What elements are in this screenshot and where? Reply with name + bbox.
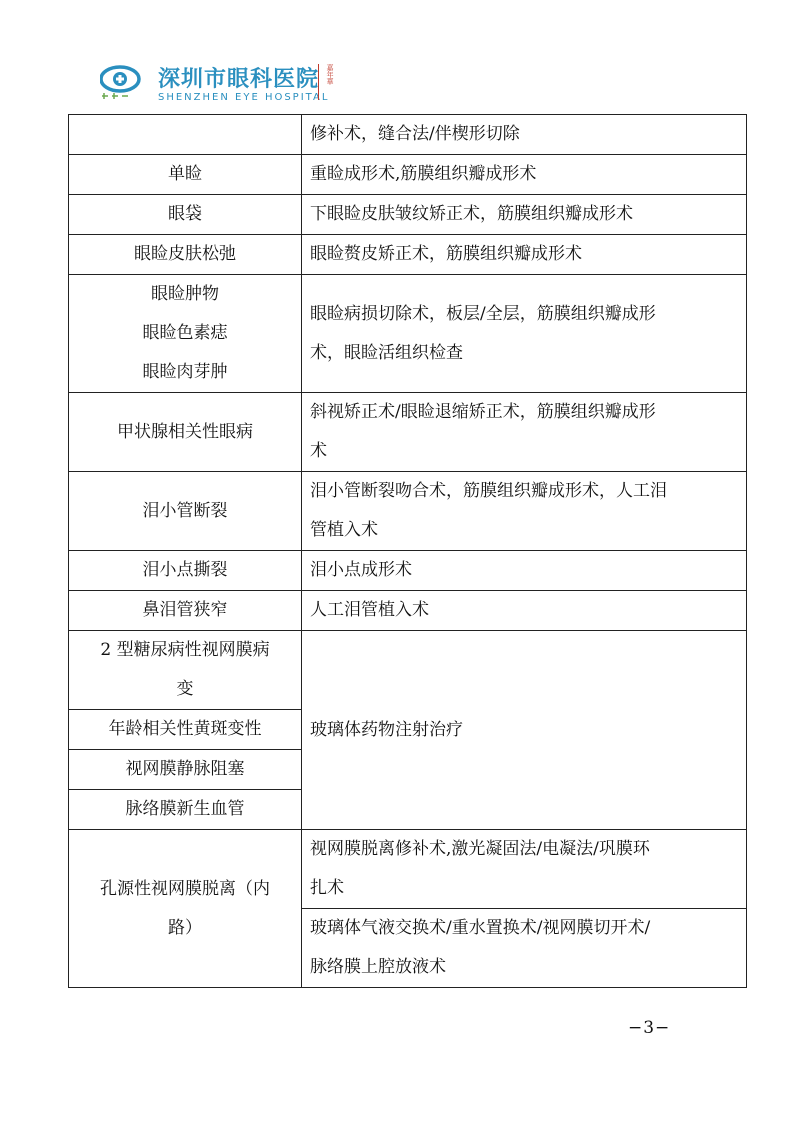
cell-text-line: 泪小管断裂	[142, 500, 228, 521]
cell-text-line: 扎术	[310, 878, 344, 898]
procedure-cell	[302, 909, 747, 988]
cell-text-line: 术，眼睑活组织检查	[310, 342, 463, 363]
table-row	[69, 393, 747, 472]
condition-cell	[69, 710, 302, 750]
cell-text-line: 变	[176, 679, 194, 699]
condition-cell	[69, 235, 302, 275]
condition-cell	[69, 551, 302, 591]
cell-text-line: 眼袋	[168, 204, 202, 224]
procedure-cell	[302, 115, 747, 155]
table-row	[69, 551, 747, 591]
procedure-cell	[302, 195, 747, 235]
page-number: −3−	[628, 1018, 671, 1038]
condition-cell	[69, 830, 302, 988]
cell-text-line: 眼睑肿物	[151, 284, 219, 304]
cell-text-line: 脉络膜新生血管	[125, 799, 245, 819]
procedure-cell	[302, 591, 747, 631]
cell-text-line: 管植入术	[310, 520, 378, 540]
cell-text-line: 单睑	[168, 164, 202, 184]
cell-text-line: 眼睑赘皮矫正术，筋膜组织瓣成形术	[310, 244, 582, 264]
cell-text-line: 下眼睑皮肤皱纹矫正术，筋膜组织瓣成形术	[310, 204, 633, 224]
cell-text-line: 斜视矫正术/眼睑退缩矫正术，筋膜组织瓣成形	[310, 402, 656, 422]
cell-text-line: 重睑成形术,筋膜组织瓣成形术	[310, 164, 537, 184]
logo-english-name: SHENZHEN EYE HOSPITAL	[158, 92, 330, 103]
table-row	[69, 275, 747, 393]
condition-cell	[69, 591, 302, 631]
cell-text-line: 眼睑病损切除术，板层/全层，筋膜组织瓣成形	[310, 303, 656, 324]
cell-text-line: 泪小点成形术	[310, 560, 412, 580]
table-row	[69, 631, 747, 710]
cell-text-line: 泪小管断裂吻合术，筋膜组织瓣成形术，人工泪	[310, 481, 667, 501]
table-row	[69, 235, 747, 275]
table-row	[69, 830, 747, 909]
eye-logo-icon	[100, 64, 152, 100]
table-row	[69, 115, 747, 155]
condition-cell	[69, 115, 302, 155]
cell-text-line: 脉络膜上腔放液术	[310, 957, 446, 977]
condition-cell	[69, 472, 302, 551]
condition-cell	[69, 631, 302, 710]
cell-text-line: 眼睑色素痣	[142, 323, 228, 343]
cell-text-line: 眼睑肉芽肿	[142, 362, 228, 382]
cell-text-line: 孔源性视网膜脱离（内	[100, 878, 270, 899]
cell-text-line: 人工泪管植入术	[310, 600, 429, 620]
cell-text-line: 甲状腺相关性眼病	[117, 421, 253, 442]
procedure-table	[68, 114, 747, 988]
procedure-cell	[302, 155, 747, 195]
cell-text-line: 视网膜脱离修补术,激光凝固法/电凝法/巩膜环	[310, 839, 650, 859]
cell-text-line: 术	[310, 441, 327, 461]
cell-text-line: 2 型糖尿病性视网膜病	[100, 640, 270, 660]
logo-stamp: 嘉年華	[318, 64, 334, 100]
hospital-logo	[100, 62, 340, 108]
procedure-cell: 玻璃体药物注射治疗	[302, 631, 747, 830]
cell-text-line: 鼻泪管狭窄	[142, 600, 228, 620]
procedure-cell	[302, 235, 747, 275]
condition-cell	[69, 275, 302, 393]
condition-cell	[69, 790, 302, 830]
procedure-cell	[302, 275, 747, 393]
cell-text-line: 玻璃体气液交换术/重水置换术/视网膜切开术/	[310, 918, 651, 938]
condition-cell	[69, 393, 302, 472]
procedure-cell	[302, 830, 747, 909]
cell-text-line: 泪小点撕裂	[142, 560, 228, 580]
table-row	[69, 591, 747, 631]
cell-text-line: 修补术，缝合法/伴楔形切除	[310, 124, 520, 144]
condition-cell	[69, 155, 302, 195]
condition-cell	[69, 195, 302, 235]
condition-cell	[69, 750, 302, 790]
cell-text-line: 年龄相关性黄斑变性	[108, 719, 262, 739]
cell-text-line: 视网膜静脉阻塞	[125, 759, 245, 779]
procedure-cell	[302, 551, 747, 591]
logo-chinese-name: 深圳市眼科医院	[158, 66, 320, 92]
procedure-cell	[302, 393, 747, 472]
procedure-cell	[302, 472, 747, 551]
table-row	[69, 155, 747, 195]
cell-text-line: 路）	[168, 917, 202, 938]
table-row	[69, 195, 747, 235]
cell-text-line: 眼睑皮肤松弛	[134, 244, 236, 264]
table-row	[69, 472, 747, 551]
